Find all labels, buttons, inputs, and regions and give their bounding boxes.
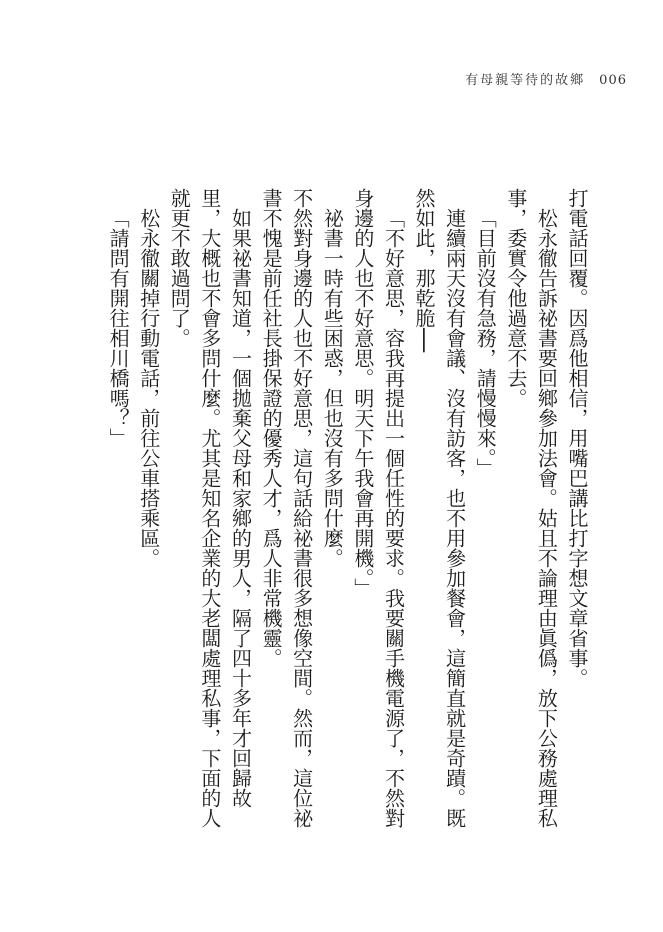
vertical-body-text	[96, 188, 592, 828]
text-paragraph: 松永徹關掉行動電話，前往公車搭乘區。	[136, 208, 161, 568]
text-paragraph: 祕書一時有些困惑，但也沒有多問什麼。	[320, 208, 345, 568]
text-paragraph: 「請問有開往相川橋嗎？」	[106, 208, 131, 448]
text-paragraph: 連續兩天沒有會議、沒有訪客，也不用參加餐會，這簡直就是奇蹟。既然如此，那乾脆──	[412, 188, 467, 828]
page-number: 006	[599, 73, 627, 88]
text-paragraph: 不然對身邊的人也不好意思，這句話給祕書很多想像空間。然而，這位祕書不愧是前任社長掛保證的優秀人才，爲人非常機靈。	[259, 188, 314, 828]
text-paragraph: 「目前沒有急務，請慢慢來。」	[473, 208, 498, 478]
text-paragraph: 打電話回覆。因爲他相信，用嘴巴講比打字想文章省事。	[565, 188, 589, 688]
running-header-title: 有母親等待的故鄉	[465, 73, 586, 88]
text-paragraph: 「不好意思，容我再提出一個任性的要求。我要關手機電源了，不然對身邊的人也不好意思。明天下午我會再開機。」	[350, 188, 406, 828]
text-paragraph: 如果祕書知道，一個拋棄父母和家鄉的男人，隔了四十多年才回歸故里，大概也不會多問什麼。尤其是知名企業的大老闆處理私事，下面的人就更不敢過問了。	[167, 188, 253, 828]
text-paragraph: 松永徹告訴祕書要回鄉參加法會。姑且不論理由眞僞，放下公務處理私事，委實令他過意不去。	[503, 188, 559, 828]
running-header	[465, 69, 627, 88]
